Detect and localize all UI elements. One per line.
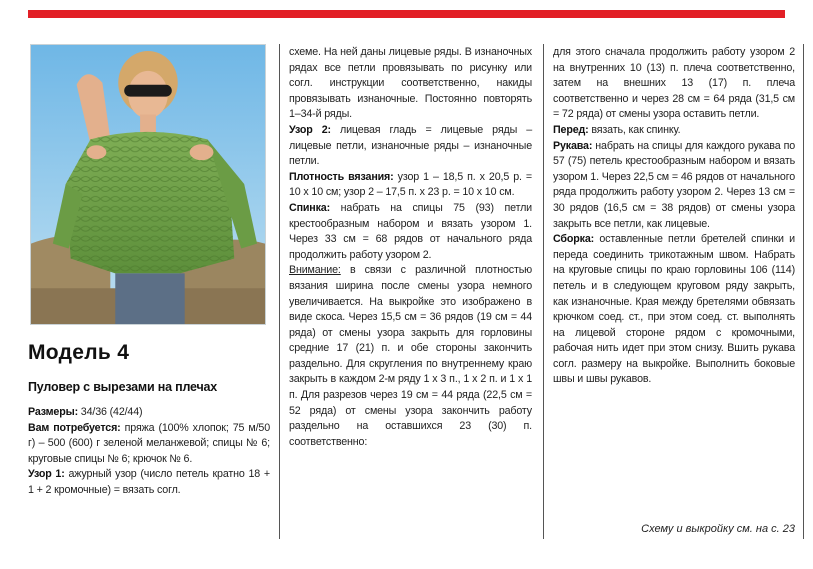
pattern1-paragraph bbox=[28, 467, 270, 498]
instructions-column-2 bbox=[289, 45, 532, 450]
column-divider bbox=[543, 44, 544, 539]
front-paragraph bbox=[553, 123, 795, 139]
model-title: Модель 4 bbox=[28, 341, 130, 364]
density-paragraph bbox=[289, 170, 532, 201]
back-continued: для этого сначала продолжить работу узором 2 на внутренних 10 (13) п. плеча соответственно, затем на внешних 13 (17) п. плеча соответственно и через 28 см = 64 ряда (31,5 см = 72 ряда) от смены узора оставить петли. bbox=[553, 46, 795, 121]
attention-label: Внимание: bbox=[289, 264, 341, 277]
model-photo bbox=[30, 44, 266, 325]
model-subtitle: Пуловер с вырезами на плечах bbox=[28, 380, 218, 394]
back-paragraph bbox=[289, 201, 532, 263]
back-label: Спинка: bbox=[289, 201, 331, 214]
top-accent-bar bbox=[28, 10, 785, 18]
instructions-column-3 bbox=[553, 45, 795, 388]
assembly-paragraph bbox=[553, 232, 795, 388]
assembly-value: оставленные петли бретелей спинки и переда соединить трикотажным швом. Набрать на круговые спицы по краю горловины 106 (114) петель и в следующем круговом ряду закрыть, как изнаночные. Края между бретелями обвязать крючком соед. ст., при этом соед. ст. выполнять на лицевой стороне рядом с кромочными, рабочая нить идет при этом снизу. Вшить рукава согл. размеру на выкройке. Выполнить боковые швы и швы рукавов. bbox=[553, 233, 795, 386]
instructions-column-1 bbox=[28, 405, 270, 499]
materials-value: пряжа (100% хлопок; 75 м/50 г) – 500 (600) г зеленой меланжевой; спицы № 6; круговые спицы № 6; крючок № 6. bbox=[28, 421, 270, 465]
materials-label: Вам потребуется: bbox=[28, 421, 121, 434]
sizes-label: Размеры: bbox=[28, 406, 78, 418]
sleeves-value: набрать на спицы для каждого рукава по 57 (75) петель крестообразным набором и вязать узором 1. Через 22,5 см = 46 рядов от начального ряда продолжить работу узором 2. Через 13 см = 30 рядов (16,5 см = 38 рядов) от смены узора закрыть все петли, как лицевые. bbox=[553, 139, 795, 230]
density-label: Плотность вязания: bbox=[289, 170, 394, 183]
pattern1-label: Узор 1: bbox=[28, 468, 65, 481]
pattern1-value: ажурный узор (число петель кратно 18 + 1 + 2 кромочные) = вязать согл. bbox=[28, 468, 270, 496]
front-label: Перед: bbox=[553, 123, 589, 136]
attention-value: в связи с различной плотностью вязания ширина после смены узора немного увеличивается. На выкройке это изображено в виде скоса. Через 15,5 см = 36 рядов (19 см = 44 ряда) от смены узора закрыть для горловины средние 17 (21) п. и обе стороны закончить раздельно. Для скругления по внутреннему краю закрыть в каждом 2-м ряду 1 х 3 п., 1 х 2 п. и 1 х 1 п. Для разрезов через 19 см = 44 ряда (22,5 см = 52 ряда) от смены узора закончить работу раздельно на оставшихся 23 (30) п. соответственно: bbox=[289, 264, 532, 448]
column-divider bbox=[803, 44, 804, 539]
materials-paragraph bbox=[28, 421, 270, 468]
front-value: вязать, как спинку. bbox=[588, 123, 681, 136]
assembly-label: Сборка: bbox=[553, 233, 595, 246]
pattern2-label: Узор 2: bbox=[289, 123, 331, 136]
attention-paragraph bbox=[289, 263, 532, 450]
pattern2-paragraph bbox=[289, 123, 532, 170]
sizes-paragraph bbox=[28, 405, 270, 421]
sleeves-label: Рукава: bbox=[553, 139, 593, 152]
density-value: узор 1 – 18,5 п. х 20,5 р. = 10 х 10 см; узор 2 – 17,5 п. х 23 р. = 10 х 10 см. bbox=[289, 170, 532, 199]
pattern-reference-note: Схему и выкройку см. на с. 23 bbox=[641, 523, 795, 535]
sizes-value: 34/36 (42/44) bbox=[77, 406, 143, 418]
column-divider bbox=[279, 44, 280, 539]
sleeves-paragraph bbox=[553, 139, 795, 233]
pattern1-continued: схеме. На ней даны лицевые ряды. В изнаночных рядах все петли провязывать по рисунку или согл. инструкции соответственно, накиды провязывать изнаночные. Постоянно повторять 1–34-й ряды. bbox=[289, 46, 532, 121]
model-photo-illustration bbox=[31, 45, 265, 324]
pattern2-value: лицевая гладь = лицевые ряды – лицевые петли, изнаночные ряды – изнаночные петли. bbox=[289, 123, 533, 168]
back-value: набрать на спицы 75 (93) петли крестообразным набором и вязать узором 1. Через 33 см = 68 рядов от начального ряда продолжить работу узором 2. bbox=[289, 201, 532, 261]
